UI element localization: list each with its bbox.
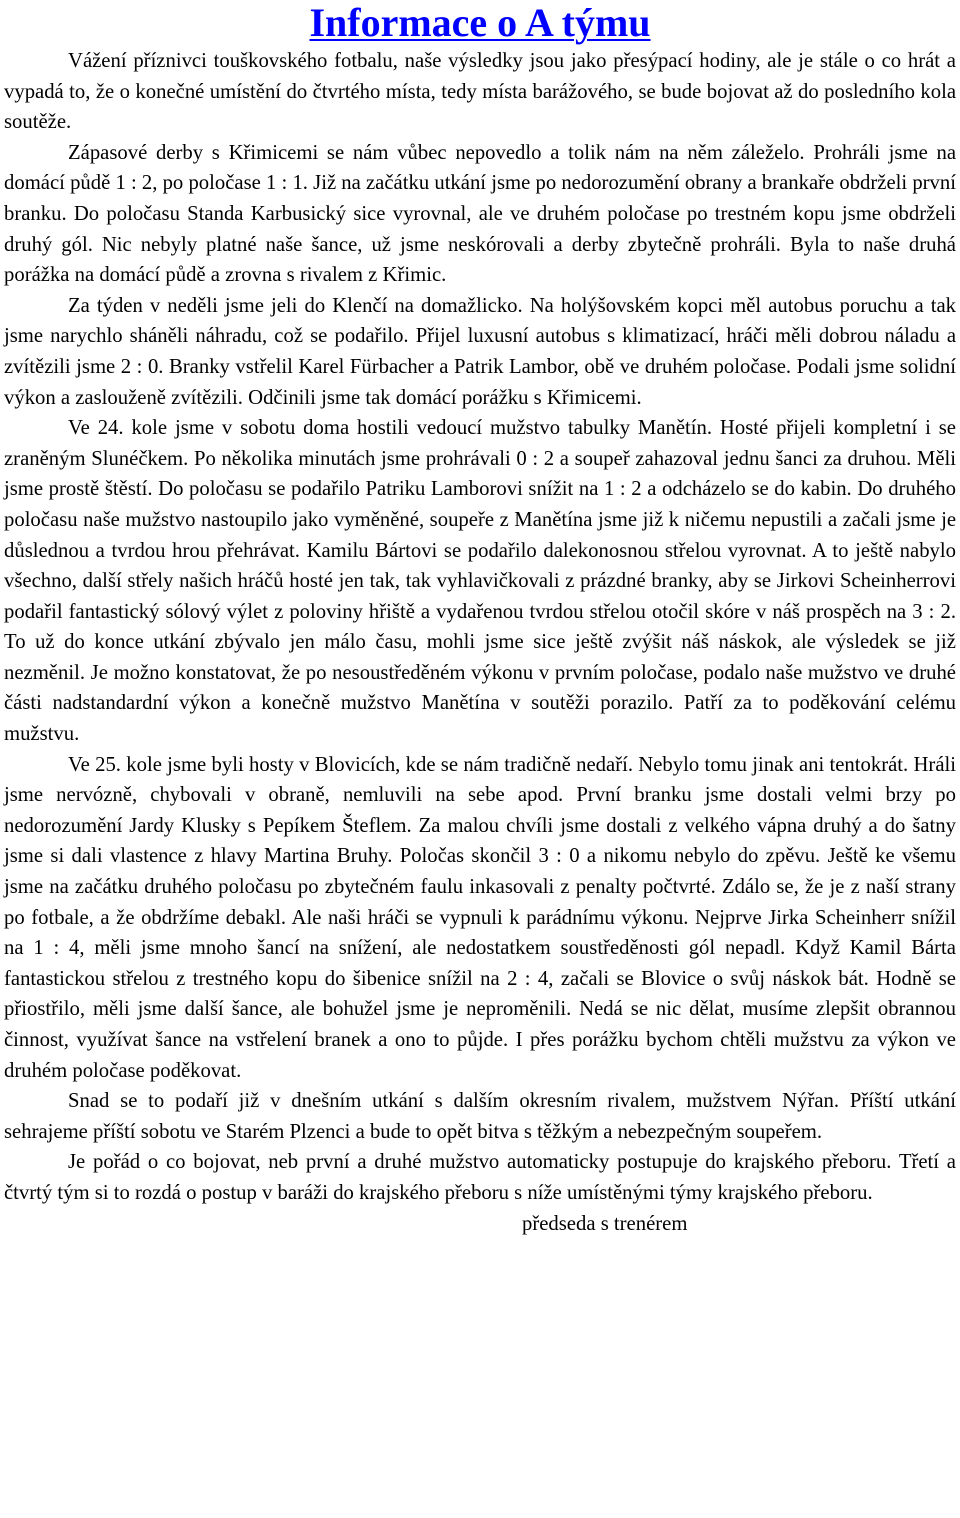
signature: předseda s trenérem: [522, 1212, 688, 1235]
paragraph-blovice: Ve 25. kole jsme byli hosty v Blovicích, kde se nám tradičně nedaří. Nebylo tomu jinak ani tentokrát. Hráli jsme nervózně, chybovali v obraně, nemluvili na sebe apod. První branku jsme dostali velmi brzy po nedorozumění Jardy Klusky s Pepíkem Šteflem. Za malou chvíli jsme dostali z velkého vápna druhý a do šatny jsme si dali vlastence z hlavy Martina Bruhy. Poločas skončil 3 : 0 a nikomu nebylo do zpěvu. Ještě ke všemu jsme na začátku druhého poločasu po zbytečném faulu inkasovali z penalty počtvrté. Zdálo se, že je z naší strany po fotbale, a že obdržíme debakl. Ale naši hráči se vypnuli k parádnímu výkonu. Nejprve Jirka Scheinherr snížil na 1 : 4, měli jsme mnoho šancí na snížení, ale nedostatkem soustředěnosti gól nepadl. Když Kamil Bárta fantastickou střelou z trestného kopu do šibenice snížil na 2 : 4, začali se Blovice o svůj náskok bát. Hodně se přiostřilo, měli jsme další šance, ale bohužel jsme je neproměnili. Nedá se nic dělat, musíme zlepšit obrannou činnost, využívat šance na vstřelení branek a ono to půjde. I přes porážku bychom chtěli mužstvu za výkon ve druhém poločase poděkovat.: [4, 753, 956, 1082]
page-title: Informace o A týmu: [309, 0, 651, 45]
paragraph-derby-krimice: Zápasové derby s Křimicemi se nám vůbec nepovedlo a tolik nám na něm záleželo. Prohráli jsme na domácí půdě 1 : 2, po poločase 1 : 1. Již na začátku utkání jsme po nedorozumění obrany a brankaře obdrželi první branku. Do poločasu Standa Karbusický sice vyrovnal, ale ve druhém poločase po trestném kopu jsme obdrželi druhý gól. Nic nebyly platné naše šance, už jsme neskórovali a derby zbytečně prohráli. Byla to naše druhá porážka na domácí půdě a zrovna s rivalem z Křimic.: [4, 141, 956, 287]
paragraph-postup: Je pořád o co bojovat, neb první a druhé mužstvo automaticky postupuje do krajského přeboru. Třetí a čtvrtý tým si to rozdá o postup v baráži do krajského přeboru s níže umístěnými týmy krajského přeboru.: [4, 1151, 956, 1204]
paragraph-manetin: Ve 24. kole jsme v sobotu doma hostili vedoucí mužstvo tabulky Manětín. Hosté přijeli kompletní i se zraněným Slunéčkem. Po několika minutách jsme prohrávali 0 : 2 a soupeř zahazoval jednu šanci za druhou. Měli jsme prostě štěstí. Do poločasu se podařilo Patriku Lamborovi snížit na 1 : 2 a odcházelo se do kabin. Do druhého poločasu naše mužstvo nastoupilo jako vyměněné, soupeře z Manětína jsme již k ničemu nepustili a začali jsme je důslednou a tvrdou hrou přehrávat. Kamilu Bártovi se podařilo dalekonosnou střelou vyrovnat. A to ještě nabylo všechno, další střely našich hráčů hosté jen tak, tak vyhlavičkovali z prázdné branky, aby se Jirkovi Scheinherrovi podařil fantastický sólový výlet z poloviny hřiště a vydařenou tvrdou střelou otočil skóre v náš prospěch na 3 : 2. To už do konce utkání zbývalo jen málo času, mohli jsme sice ještě zvýšit náš náskok, ale výsledek se již nezměnil. Je možno konstatovat, že po nesoustředěném výkonu v prvním poločase, podalo naše mužstvo ve druhé části nadstandardní výkon a konečně mužstvo Manětína v soutěži porazilo. Patří za to poděkování celému mužstvu.: [4, 417, 956, 746]
paragraph-intro: Vážení příznivci touškovského fotbalu, naše výsledky jsou jako přesýpací hodiny, ale je stále o co hrát a vypadá to, že o konečné umístění do čtvrtého místa, tedy místa barážového, se bude bojovat až do posledního kola soutěže.: [4, 50, 956, 134]
article-body: [4, 46, 956, 1209]
paragraph-klenci: Za týden v neděli jsme jeli do Klenčí na domažlicko. Na holýšovském kopci měl autobus poruchu a tak jsme narychlo sháněli náhradu, což se podařilo. Přijel luxusní autobus s klimatizací, hráči měli dobrou náladu a zvítězili jsme 2 : 0. Branky vstřelil Karel Fürbacher a Patrik Lambor, obě ve druhém poločase. Podali jsme solidní výkon a zaslouženě zvítězili. Odčinili jsme tak domácí porážku s Křimicemi.: [4, 294, 956, 409]
paragraph-nyrany: Snad se to podaří již v dnešním utkání s dalším okresním rivalem, mužstvem Nýřan. Příští utkání sehrajeme příští sobotu ve Starém Plzenci a bude to opět bitva s těžkým a nebezpečným soupeřem.: [4, 1090, 956, 1143]
